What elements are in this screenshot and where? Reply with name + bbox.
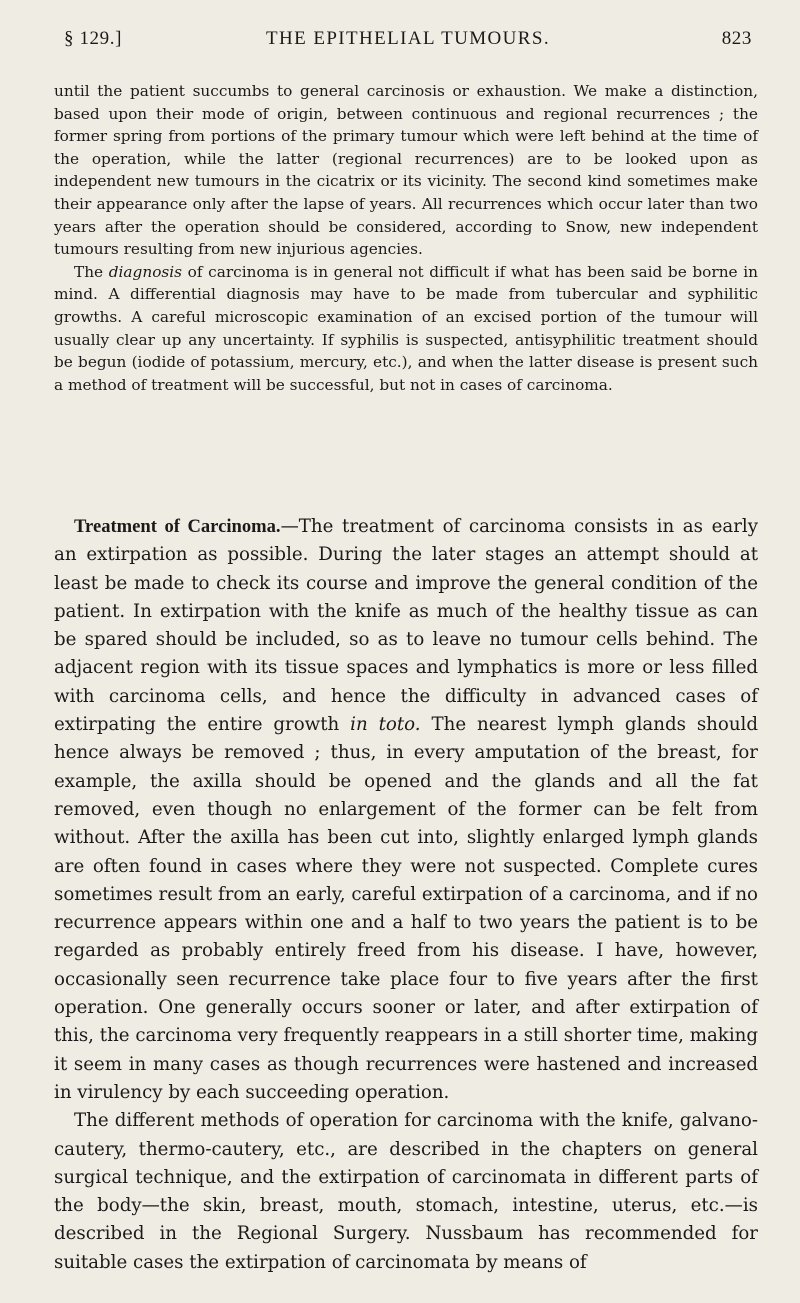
text-run: —The treatment of carcinoma consists in as early an extirpation as possible. During the later stages an attempt should at least be made to check its course and improve the general condition of the patient. In extirpation with the knife as much of the healthy tissue as can be spared should be included, so as to leave no tumour cells behind. The adjacent region with its tissue spaces and lymphatics is more or less filled with carcinoma cells, and hence the difficulty in advanced cases of extirpating the entire growth — [54, 516, 758, 736]
text-run: The nearest lymph glands should hence always be removed ; thus, in every amputation of the breast, for example, the axilla should be opened and the glands and all the fat removed, even though no enlargement of the former can be felt from without. After the axilla has been cut into, slightly enlarged lymph glands are often found in cases where they were not suspected. Complete cures sometimes result from an early, careful extirpation of a carcinoma, and if no recurrence appears within one and a half to two years the patient is to be regarded as probably entirely freed from his disease. I have, however, occasionally seen recurrence take place four to five years after the first operation. One generally occurs sooner or later, and after extirpation of this, the carcinoma very frequently reappears in a still shorter time, making it seem in many cases as though recurrences were hastened and increased in virulency by each succeeding operation. — [54, 714, 758, 1103]
italic-term-in-toto: in toto. — [350, 714, 421, 736]
text-run: The — [74, 262, 109, 281]
paragraph-diagnosis — [54, 261, 758, 397]
paragraph-text: The different methods of operation for carcinoma with the knife, galvano-cautery, thermo-cautery, etc., are described in the chapters on general surgical technique, and the extirpation of carcinomata in different parts of the body—the skin, breast, mouth, stomach, intestine, uterus, etc.—is described in the Regional Surgery. Nussbaum has recommended for suitable cases the extirpation of carcinomata by means of — [54, 1110, 758, 1273]
paragraph-methods — [54, 1107, 758, 1277]
small-print-section — [54, 80, 758, 396]
chapter-title: THE EPITHELIAL TUMOURS. — [266, 28, 550, 49]
text-run: of carcinoma is in general not difficult if what has been said be borne in mind. A differential diagnosis may have to be made from tubercular and syphilitic growths. A careful microscopic examination of an excised portion of the tumour will usually clear up any uncertainty. If syphilis is suspected, antisyphilitic treatment should be begun (iodide of potassium, mercury, etc.), and when the latter disease is present such a method of treatment will be successful, but not in cases of carcinoma. — [54, 262, 758, 394]
italic-term-diagnosis: diagnosis — [108, 262, 183, 281]
section-heading-treatment: Treatment of Carcinoma. — [74, 516, 281, 537]
running-head — [64, 28, 752, 54]
page-number: 823 — [721, 28, 752, 49]
section-number: § 129.] — [64, 28, 123, 49]
large-print-section — [54, 513, 758, 1277]
paragraph-treatment — [54, 513, 758, 1107]
paragraph-text: until the patient succumbs to general carcinosis or exhaustion. We make a distinction, based upon their mode of origin, between continuous and regional recurrences ; the former spring from portions of the primary tumour which were left behind at the time of the operation, while the latter (regional recurrences) are to be looked upon as independent new tumours in the cicatrix or its vicinity. The second kind sometimes make their appearance only after the lapse of years. All recurrences which occur later than two years after the operation should be considered, according to Snow, new independent tumours resulting from new injurious agencies. — [54, 82, 758, 259]
paragraph-recurrence — [54, 80, 758, 261]
